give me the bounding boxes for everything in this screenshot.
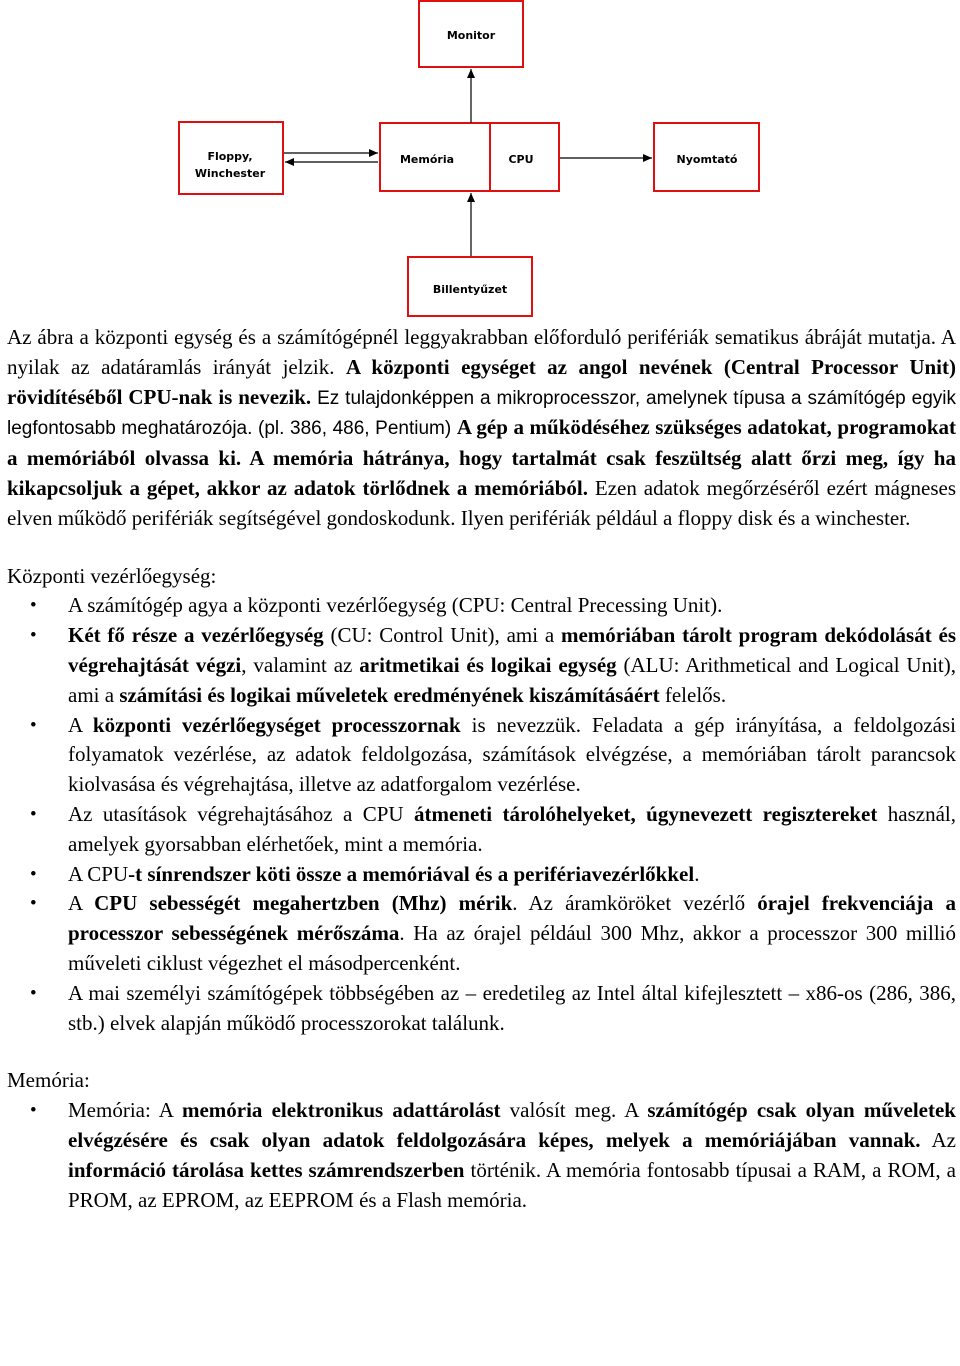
mem-item-bold-2: számítógép csak olyan műveletek elvégzésére és csak olyan adatok feldolgozására képes, melyek a memóriájában vannak. <box>68 1098 956 1152</box>
list-item <box>7 979 956 1039</box>
mem-item-text-3: Az <box>920 1127 956 1152</box>
item5-text-1: A CPU <box>68 861 129 886</box>
nyomtato-label: Nyomtató <box>676 153 738 166</box>
monitor-label: Monitor <box>446 29 496 42</box>
item1-text: A számítógép agya a központi vezérlőegység (CPU: Central Precessing Unit). <box>68 593 723 618</box>
item5-bold-1: -t sínrendszer köti össze a memóriával és a perifériavezérlőkkel <box>128 861 695 886</box>
cpu-label: CPU <box>508 153 534 166</box>
item6-bold-1: CPU sebességét megahertzben (Mhz) mérik <box>94 891 513 916</box>
item4-text-1: Az utasítások végrehajtásához a CPU <box>68 801 414 826</box>
intro-text-2: Ezen adatok megőrzéséről ezért mágneses elven működő perifériák segítségével gondoskodunk. Ilyen perifériák például a floppy disk és a winchester. <box>7 475 956 530</box>
item3-text-3: Feladata a gép irányítása, a feldolgozási folyamatok vezérlése, az adatok feldolgozása, számítások elvégzése, a memóriában tárolt parancsok kiolvasása és végrehajtása, illetve az adatforgalom vezérlése. <box>68 712 957 797</box>
mem-item-bold-1: memória elektronikus adattárolást <box>181 1098 501 1123</box>
floppy-label-line2: Winchester <box>194 167 266 180</box>
item4-bold-1: átmeneti tárolóhelyeket, úgynevezett regisztereket <box>414 801 878 826</box>
bullet-icon: • <box>30 625 37 647</box>
item5-text-2: . <box>694 861 700 886</box>
intro-bold-2: A gép a működéséhez szükséges adatokat, programokat a memóriából olvassa ki. A memória hátránya, hogy tartalmát csak feszültség alatt őrzi meg, így ha kikapcsoljuk a gépet, akkor az adatok törlődnek a memóriából. <box>7 415 956 500</box>
list-item <box>7 1096 956 1215</box>
memoria-label: Memória <box>399 153 455 166</box>
item7-text: A mai személyi számítógépek többségében az – eredetileg az Intel által kifejlesztett – x86-os (286, 386, stb.) elvek alapján működő processzorokat találunk. <box>68 980 956 1035</box>
item2-bold-2: memóriában tárolt program dekódolását és végrehajtását végzi <box>68 623 957 677</box>
kozponti-list <box>7 591 956 1038</box>
billentyuzet-label: Billentyűzet <box>432 283 508 296</box>
bullet-icon: • <box>30 982 37 1004</box>
bullet-icon: • <box>30 863 37 885</box>
item2-text-4: felelős. <box>659 682 727 707</box>
mem-item-text-4: történik. A memória fontosabb típusai a RAM, a ROM, a PROM, az EPROM, az EEPROM és a Flash memória. <box>68 1157 956 1212</box>
floppy-label-line1: Floppy, <box>207 150 253 163</box>
item2-bold-1: Két fő része a vezérlőegység <box>68 623 324 648</box>
list-item <box>7 621 956 710</box>
item2-text-3: (ALU: Arithmetical and Logical Unit), ami a <box>68 652 956 707</box>
item3-text-1: A <box>68 712 93 737</box>
mem-item-text-1: Memória: A <box>68 1098 182 1123</box>
intro-paragraph <box>7 323 956 534</box>
section-heading-kozponti: Központi vezérlőegység: <box>7 563 217 588</box>
list-item <box>7 860 956 890</box>
list-item <box>7 591 956 621</box>
bullet-icon: • <box>30 1100 37 1122</box>
document-body <box>7 323 956 1215</box>
item6-bold-2: órajel frekvenciája a processzor sebességének mérőszáma <box>68 891 956 946</box>
item6-text-2: . Az áramköröket vezérlő <box>512 891 758 916</box>
mem-item-bold-3: információ tárolása kettes számrendszerben <box>68 1157 465 1182</box>
mem-item-text-2: valósít meg. A <box>500 1098 648 1123</box>
item2-text-2: , valamint az <box>241 652 360 677</box>
bullet-icon: • <box>30 714 37 736</box>
item2-text-1: (CU: Control Unit), ami a <box>323 623 561 648</box>
item6-text-3: . Ha az órajel például 300 Mhz, akkor a processzor 300 millió műveleti ciklust végezhet el másodpercenként. <box>68 921 956 975</box>
diagram-svg <box>0 0 960 330</box>
list-item <box>7 711 956 800</box>
intro-sans-1: Ez tulajdonképpen a mikroprocesszor, amelynek típusa a számítógép egyik legfontosabb meghatározója. (pl. 386, 486, Pentium) <box>7 387 956 440</box>
list-item <box>7 800 956 860</box>
item6-text-1: A <box>68 891 95 916</box>
intro-bold-1: A központi egységet az angol nevének (Central Processor Unit) rövidítéséből CPU-nak is nevezik. <box>7 354 956 409</box>
item4-text-2: használ, amelyek gyorsabban elérhetőek, mint a memória. <box>68 801 956 856</box>
bullet-icon: • <box>30 595 37 617</box>
item3-bold-1: központi vezérlőegységet processzornak <box>92 712 461 737</box>
bullet-icon: • <box>30 803 37 825</box>
list-item <box>7 889 956 978</box>
block-diagram <box>0 0 960 330</box>
section-heading-memoria: Memória: <box>7 1068 90 1093</box>
memoria-list <box>7 1096 956 1215</box>
item3-text-2: is nevezzük. <box>460 712 592 737</box>
item2-bold-3: aritmetikai és logikai egység <box>359 652 617 677</box>
item2-bold-4: számítási és logikai műveletek eredményének kiszámításáért <box>119 682 660 707</box>
bullet-icon: • <box>30 893 37 915</box>
intro-text-1: Az ábra a központi egység és a számítógépnél leggyakrabban előforduló perifériák sematikus ábráját mutatja. A nyilak az adatáramlás irányát jelzik. <box>7 325 956 379</box>
